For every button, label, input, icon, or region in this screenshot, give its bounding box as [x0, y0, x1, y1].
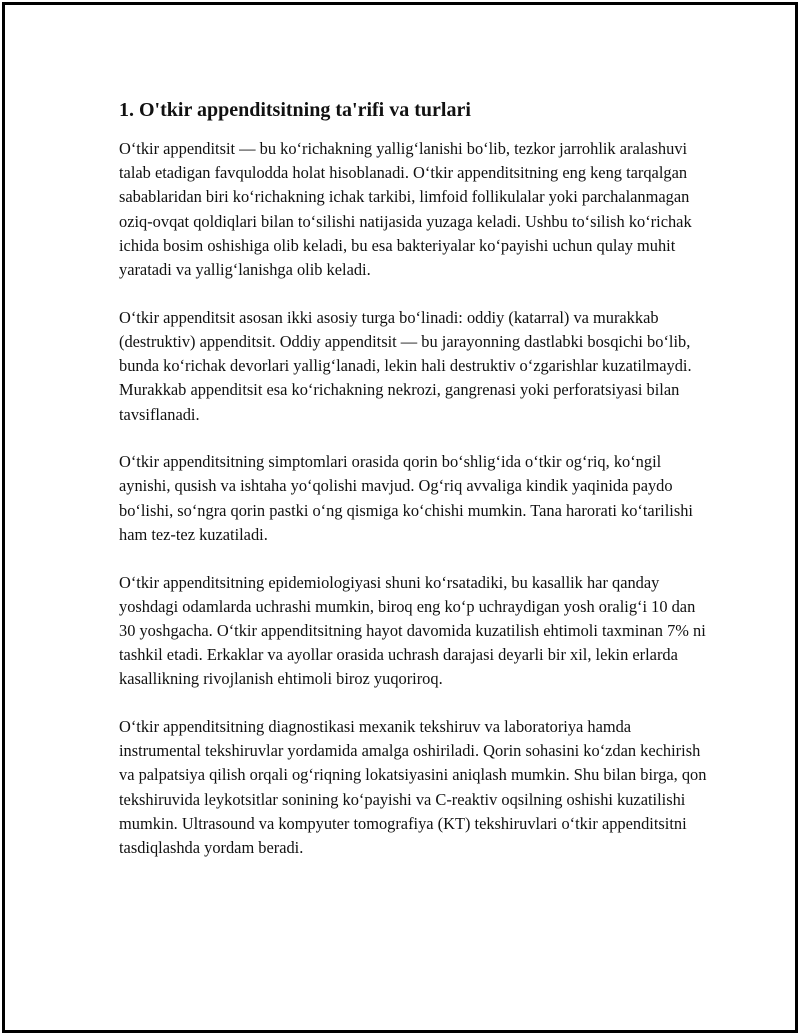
paragraph-definition: O‘tkir appenditsit — bu ko‘richakning yallig‘lanishi bo‘lib, tezkor jarrohlik aralashuvi talab etadigan favqulodda holat hisoblanadi. O‘tkir appenditsitning eng keng tarqalgan sabablaridan biri ko‘richakning ichak tarkibi, limfoid follikulalar yoki parchalanmagan oziq-ovqat qoldiqlari bilan to‘silishi natijasida yuzaga keladi. Ushbu to‘silish ko‘richak ichida bosim oshishiga olib keladi, bu esa bakteriyalar ko‘payishi uchun qulay muhit yaratadi va yallig‘lanishga olib keladi. [119, 139, 692, 280]
document-body [119, 97, 709, 884]
paragraph-diagnostics: O‘tkir appenditsitning diagnostikasi mexanik tekshiruv va laboratoriya hamda instrumental tekshiruvlar yordamida amalga oshiriladi. Qorin sohasini ko‘zdan kechirish va palpatsiya qilish orqali og‘riqning lokatsiyasini aniqlash mumkin. Shu bilan birga, qon tekshiruvida leykotsitlar sonining ko‘payishi va C-reaktiv oqsilning oshishi kuzatilishi mumkin. Ultrasound va kompyuter tomografiya (KT) tekshiruvlari o‘tkir appenditsitni tasdiqlashda yordam beradi. [119, 717, 707, 858]
paragraph-symptoms: O‘tkir appenditsitning simptomlari orasida qorin bo‘shlig‘ida o‘tkir og‘riq, ko‘ngil aynishi, qusish va ishtaha yo‘qolishi mavjud. Og‘riq avvaliga kindik yaqinida paydo bo‘lishi, so‘ngra qorin pastki o‘ng qismiga ko‘chishi mumkin. Tana harorati ko‘tarilishi ham tez-tez kuzatiladi. [119, 452, 693, 544]
paragraph-types: O‘tkir appenditsit asosan ikki asosiy turga bo‘linadi: oddiy (katarral) va murakkab (destruktiv) appenditsit. Oddiy appenditsit — bu jarayonning dastlabki bosqichi bo‘lib, bunda ko‘richak devorlari yallig‘lanadi, lekin hali destruktiv o‘zgarishlar kuzatilmaydi. Murakkab appenditsit esa ko‘richakning nekrozi, gangrenasi yoki perforatsiyasi bilan tavsiflanadi. [119, 307, 692, 424]
page-frame [2, 2, 798, 1033]
section-heading: 1. O'tkir appenditsitning ta'rifi va turlari [119, 99, 471, 121]
paragraph-epidemiology: O‘tkir appenditsitning epidemiologiyasi shuni ko‘rsatadiki, bu kasallik har qanday yoshdagi odamlarda uchrashi mumkin, biroq eng ko‘p uchraydigan yosh oralig‘i 10 dan 30 yoshgacha. O‘tkir appenditsitning hayot davomida kuzatilish ehtimoli taxminan 7% ni tashkil etadi. Erkaklar va ayollar orasida uchrash darajasi deyarli bir xil, lekin erlarda kasallikning rivojlanish ehtimoli biroz yuqoriroq. [119, 572, 706, 689]
